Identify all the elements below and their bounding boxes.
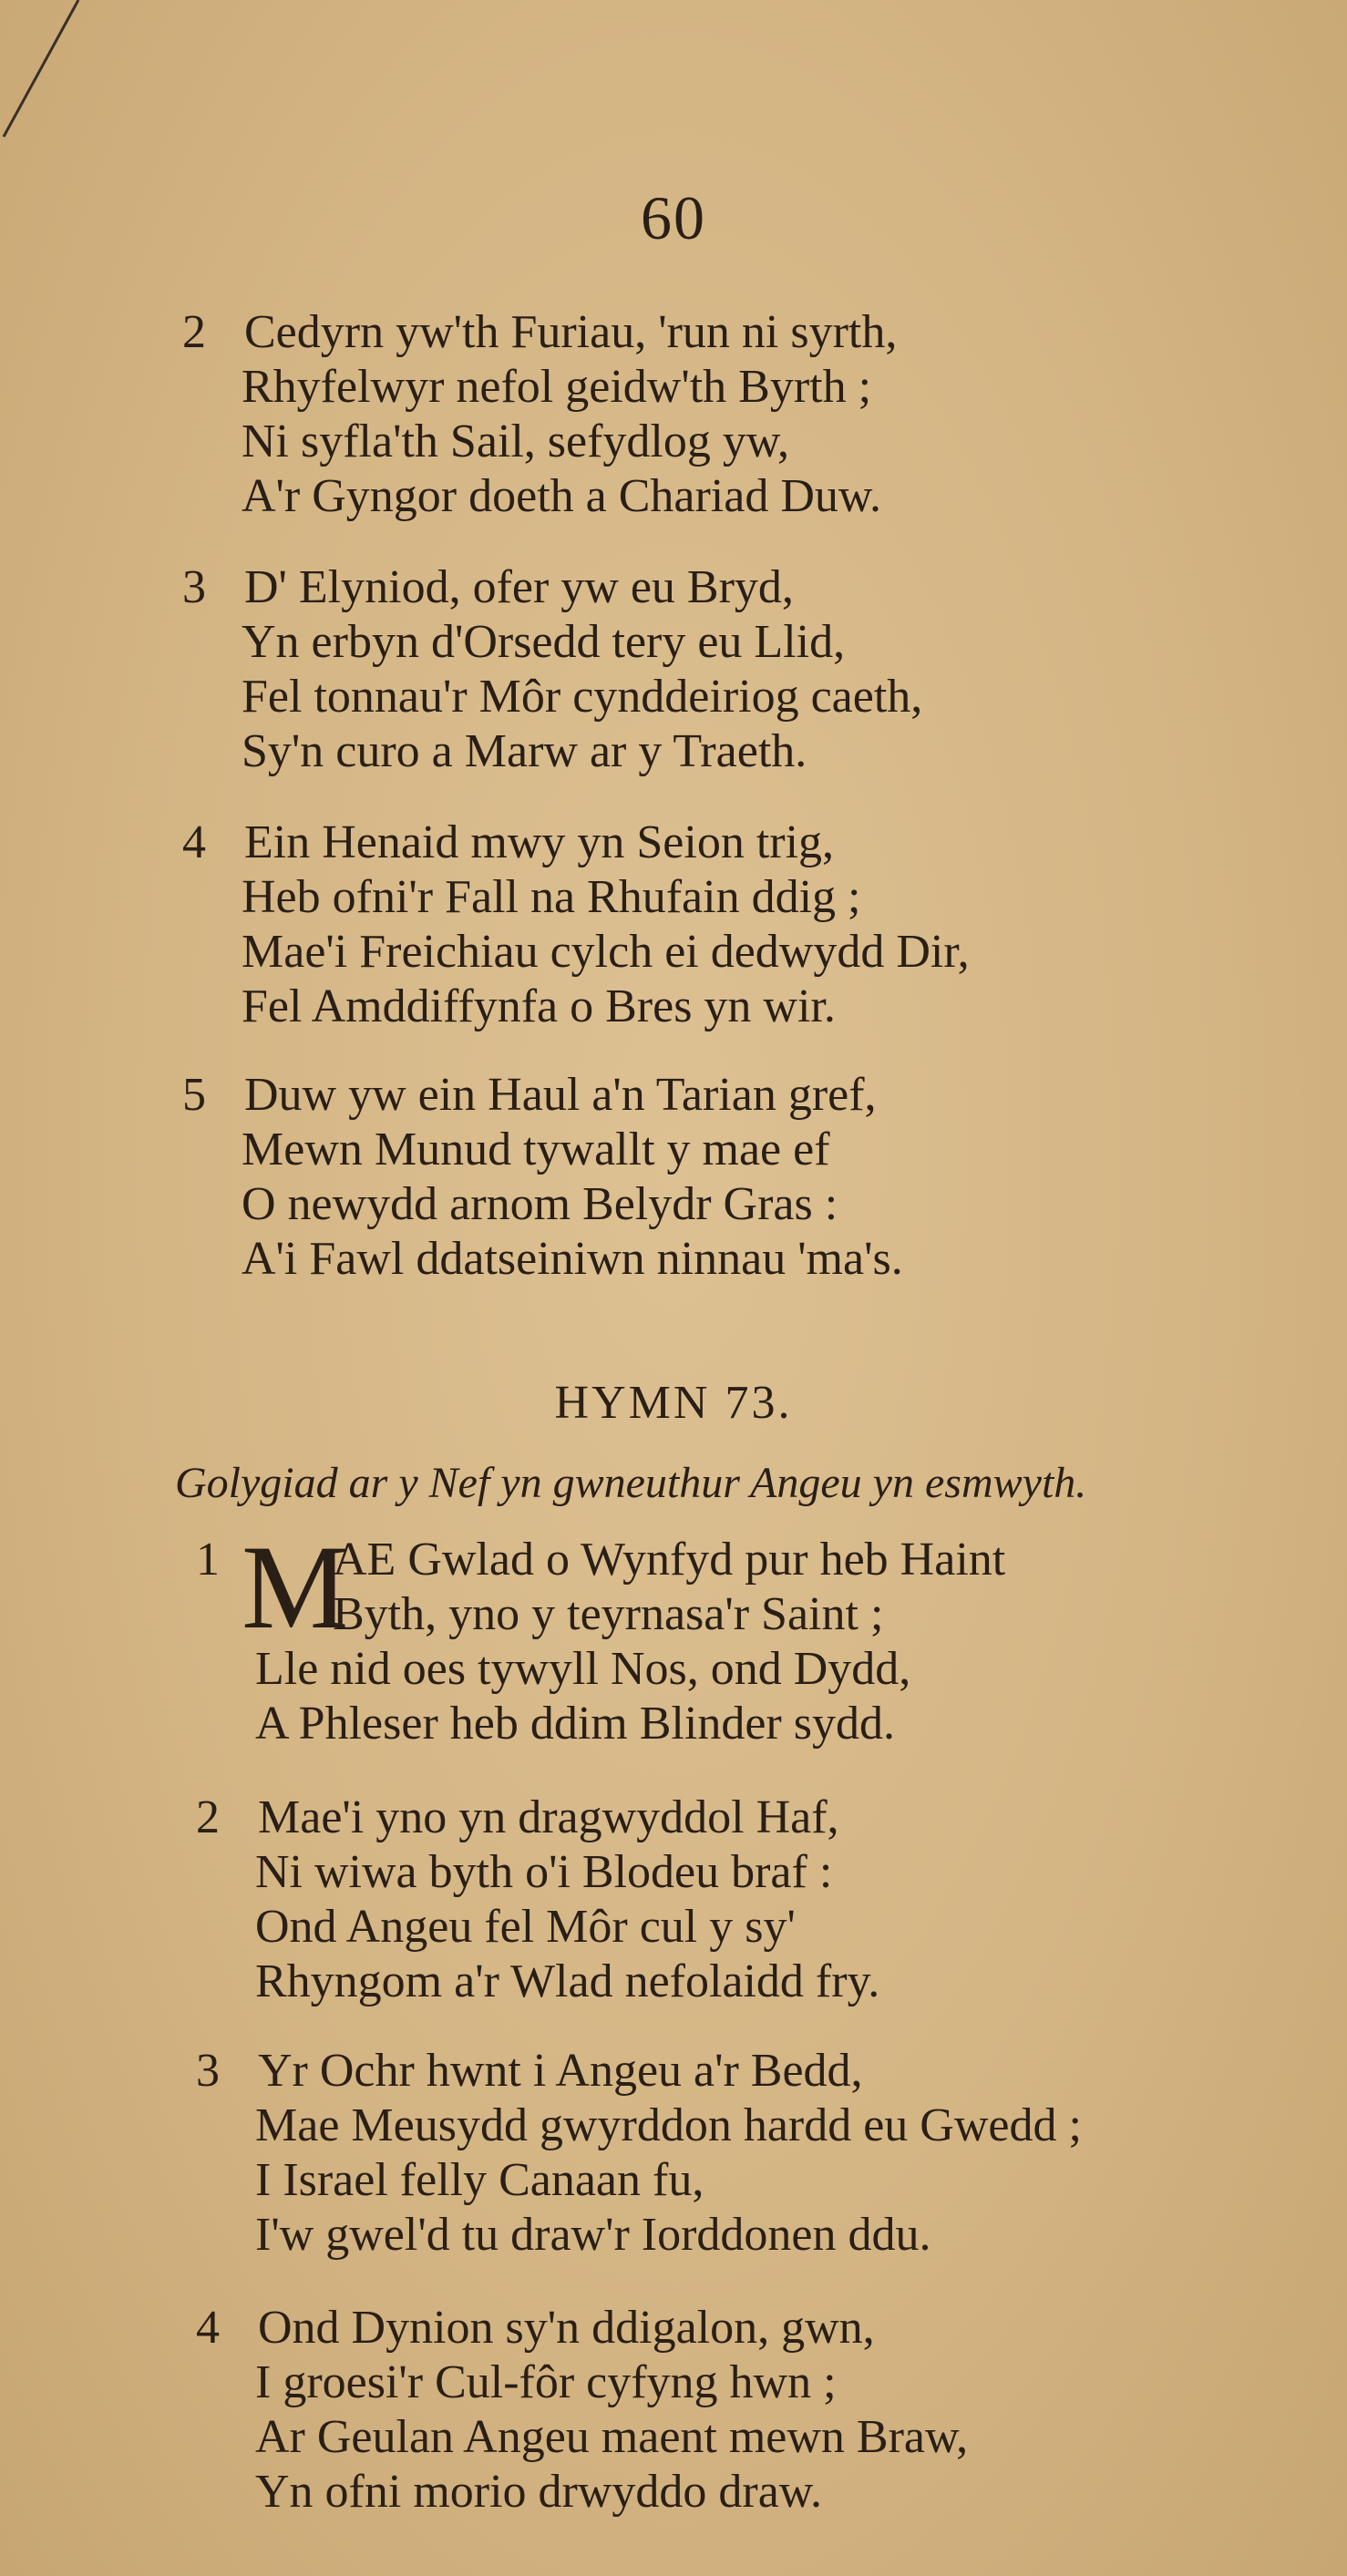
verse-3 [182,560,922,779]
verse-line: AE Gwlad o Wynfyd pur heb Haint [333,1534,1006,1586]
verse-line: I groesi'r Cul-fôr cyfyng hwn ; [255,2356,837,2408]
hymn-subtitle: Golygiad ar y Nef yn gwneuthur Angeu yn esmwyth. [175,1459,1087,1507]
verse-line: Mae'i Freichiau cylch ei dedwydd Dir, [242,926,970,978]
verse-number: 4 [182,816,206,868]
drop-cap: M [242,1520,349,1654]
verse-number: 1 [196,1534,220,1586]
verse-5 [182,1068,903,1287]
verse-line: Ni wiwa byth o'i Blodeu braf : [255,1846,833,1898]
verse-line: I Israel felly Canaan fu, [255,2154,704,2206]
verse-line: Byth, yno y teyrnasa'r Saint ; [333,1588,884,1640]
verse-number: 3 [182,561,206,613]
verse-line: Ni syfla'th Sail, sefydlog yw, [242,416,790,467]
verse-line: Yn erbyn d'Orsedd tery eu Llid, [242,616,846,668]
verse-line: Mae'i yno yn dragwyddol Haf, [258,1791,839,1843]
verse-line: Duw yw ein Haul a'n Tarian gref, [244,1069,877,1121]
verse-line: A Phleser heb ddim Blinder sydd. [255,1698,895,1750]
verse-line: A'i Fawl ddatseiniwn ninnau 'ma's. [242,1233,903,1285]
verse-line: Ond Dynion sy'n ddigalon, gwn, [258,2302,875,2354]
verse-line: Ond Angeu fel Môr cul y sy' [255,1901,796,1953]
page-number: 60 [641,183,706,252]
verse-line: Mae Meusydd gwyrddon hardd eu Gwedd ; [255,2099,1082,2151]
hymn-verse-3 [196,2044,1082,2263]
verse-line: Fel Amddiffynfa o Bres yn wir. [242,980,836,1032]
verse-line: Ar Geulan Angeu maent mewn Braw, [255,2411,969,2463]
verse-line: Rhyfelwyr nefol geidw'th Byrth ; [242,361,872,413]
hymn-title: HYMN 73. [554,1377,793,1429]
hymn-verse-1 [196,1520,1006,1751]
verse-4 [182,816,970,1034]
verse-number: 2 [196,1791,220,1843]
verse-line: Sy'n curo a Marw ar y Traeth. [242,725,807,777]
verse-number: 3 [196,2045,220,2097]
verse-line: Ein Henaid mwy yn Seion trig, [244,816,835,868]
verse-number: 4 [196,2302,220,2354]
verse-number: 2 [182,306,206,358]
verse-line: Lle nid oes tywyll Nos, ond Dydd, [255,1643,911,1695]
verse-line: A'r Gyngor doeth a Chariad Duw. [242,470,882,522]
verse-line: Yr Ochr hwnt i Angeu a'r Bedd, [258,2045,863,2097]
verse-line: Fel tonnau'r Môr cynddeiriog caeth, [242,671,923,723]
verse-number: 5 [182,1069,206,1121]
verse-line: Mewn Munud tywallt y mae ef [242,1124,830,1175]
verse-2 [182,305,897,524]
hymn-verse-2 [196,1791,879,2009]
pencil-mark [0,0,109,164]
verse-line: Yn ofni morio drwyddo draw. [255,2466,822,2518]
hymn-verse-4 [196,2301,968,2520]
verse-line: D' Elyniod, ofer yw eu Bryd, [244,561,794,613]
verse-line: O newydd arnom Belydr Gras : [242,1178,838,1230]
verse-line: Heb ofni'r Fall na Rhufain ddig ; [242,871,861,923]
verse-line: Cedyrn yw'th Furiau, 'run ni syrth, [244,306,898,358]
verse-line: Rhyngom a'r Wlad nefolaidd fry. [255,1955,880,2007]
verse-line: I'w gwel'd tu draw'r Iorddonen ddu. [255,2209,931,2261]
